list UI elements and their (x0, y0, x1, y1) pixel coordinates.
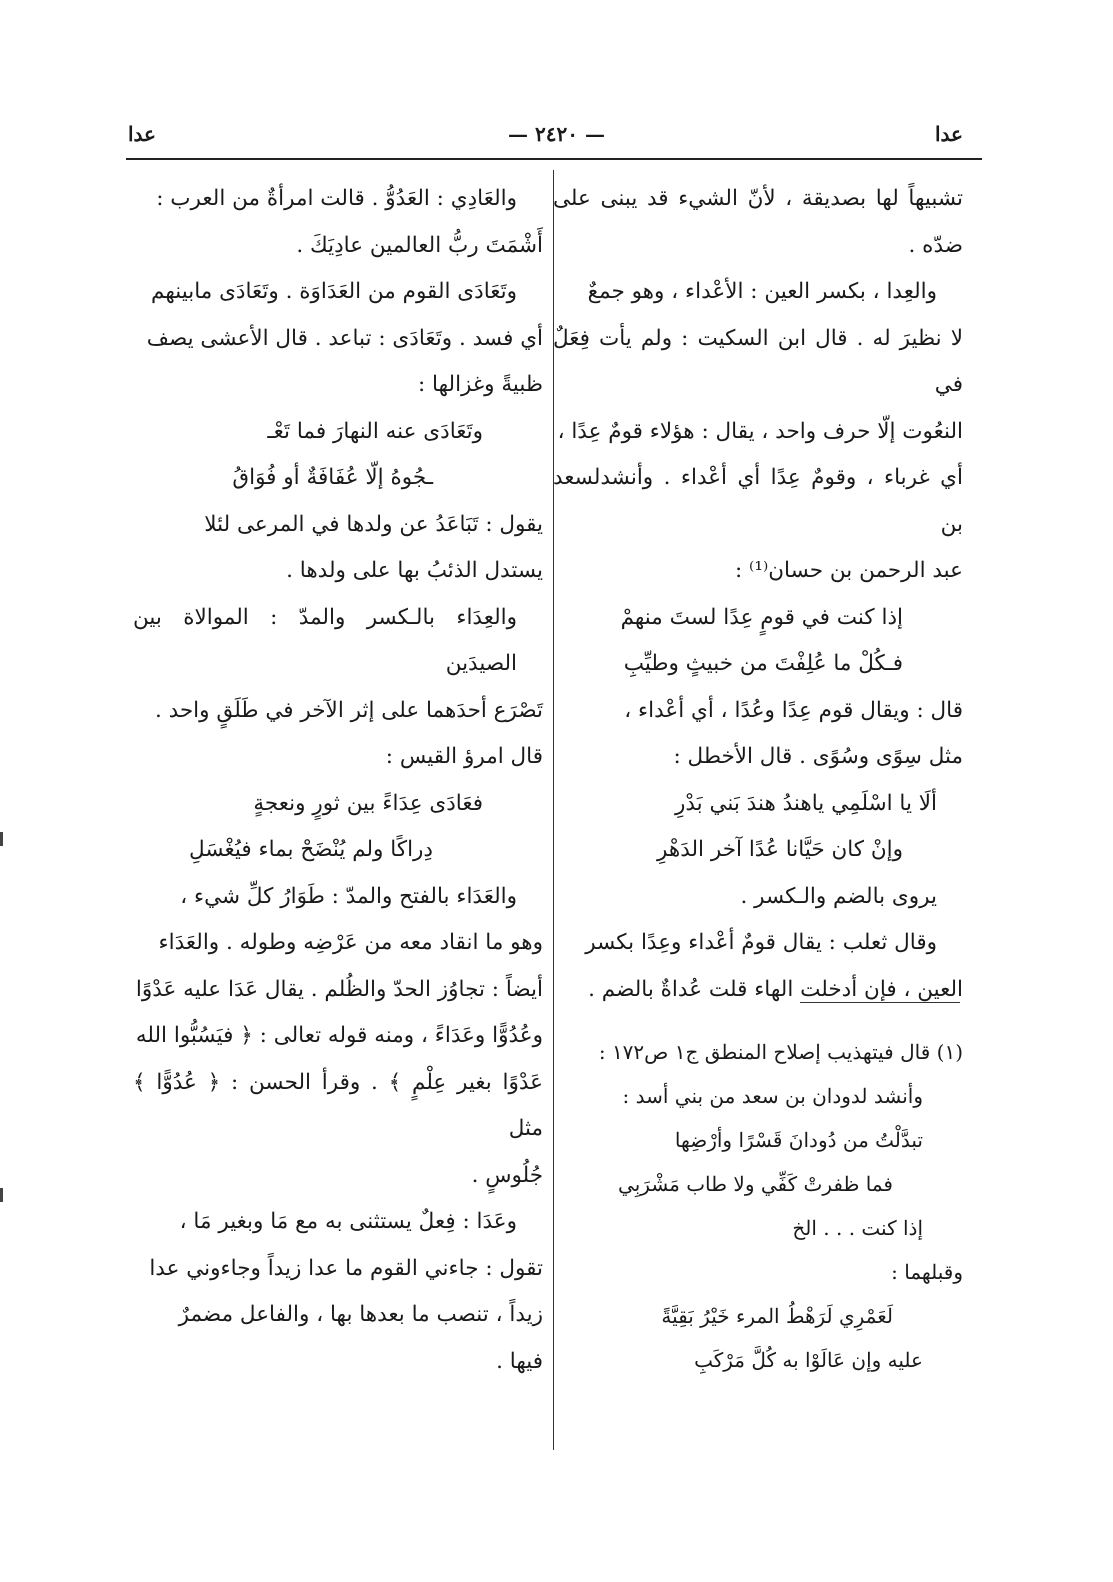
right-column (553, 176, 963, 1013)
text-line: تَصْرَع أحدَهما على إثر الآخر في طَلَقٍ واحد . (154, 697, 543, 723)
verse-line: ألَا يا اسْلَمِي ياهندُ هندَ بَني بَدْرِ (674, 790, 937, 816)
text-line: والعَدَاء بالفتح والمدّ : طَوَارُ كلِّ شيء ، (180, 883, 517, 909)
footnote-line: (١) قال فيتهذيب إصلاح المنطق ج١ ص١٧٢ : (598, 1040, 963, 1064)
text-line: العين ، فإن أدخلت الهاء قلت عُداةٌ بالضم . (588, 976, 963, 1002)
text-line: والعِدا ، بكسر العين : الأعْداء ، وهو جمعٌ (587, 279, 937, 304)
verse-line: وتَعَادَى عنه النهارَ فما تَعْـ (267, 418, 483, 444)
footnote-verse: لَعَمْرِي لَرَهْطُ المرء خَيْرُ بَقِيَّةً (661, 1304, 893, 1328)
text-line: تشبيهاً لها بصديقة ، لأنّ الشيء قد يبنى على ضدّه . (553, 186, 963, 258)
text-line: وتَعَادَى القوم من العَدَاوَة . وتَعَادَى مابينهم (151, 279, 517, 304)
footnote-verse: تبدَّلْتُ من دُودانَ قَسْرًا وأرْضِها (674, 1128, 923, 1152)
header-entry-word-right: عدا (935, 122, 963, 146)
verse-line: فـكُلْ ما عُلِفْتَ من خبيثٍ وطيِّبِ (623, 651, 903, 676)
footnote-verse: عليه وإن عَالَوْا به كُلَّ مَرْكَبِ (694, 1348, 923, 1372)
text-line: والعِدَاء بالـكسر والمدّ : الموالاة بين الصيدَين (133, 604, 517, 676)
footnote (553, 1030, 963, 1382)
text-line: وقال ثعلب : يقال قومٌ أعْداء وعِدًا بكسر (585, 930, 937, 955)
verse-line: فعَادَى عِدَاءً بين ثورٍ ونعجةٍ (253, 790, 483, 816)
footnote-line: إذا كنت . . . الخ (792, 1216, 923, 1240)
text-line: أَشْمَتَ ربُّ العالمين عادِيَكَ . (296, 232, 543, 258)
text-line: قال امرؤ القيس : (385, 744, 543, 769)
text-line: فيها . (496, 1348, 543, 1374)
text-line: النعُوت إلّا حرف واحد ، يقال : هؤلاء قومٌ عِدًا ، (557, 418, 963, 444)
verse-line: ـجُوهُ إلّا عُفَافَةٌ أو فُوَاقُ (232, 465, 433, 490)
text-line: مثل سِوًى وسُوًى . قال الأخطل : (673, 744, 963, 769)
footnote-line: وقبلهما : (891, 1260, 963, 1284)
text-line: تقول : جاءني القوم ما عدا زيداً وجاءوني عدا (149, 1255, 543, 1281)
verse-line: دِراكًا ولم يُنْضَحْ بماء فيُغْسَلِ (189, 837, 433, 862)
scan-margin-mark (0, 832, 3, 846)
text-line: جُلُوسٍ . (471, 1162, 543, 1188)
footnote-line: وأنشد لدودان بن سعد من بني أسد : (622, 1084, 923, 1108)
text-line: زيداً ، تنصب ما بعدها بها ، والفاعل مضمرٌ (178, 1302, 543, 1327)
footnote-verse: فما ظفرتْ كَفِّي ولا طاب مَشْرَبِي (618, 1172, 893, 1196)
footnote-rule (800, 1002, 960, 1003)
text-line: وعَدَا : فِعلٌ يستثنى به مع مَا وبغير مَا ، (179, 1209, 517, 1234)
text-line: أيضاً : تجاوُز الحدّ والظُلم . يقال عَدَا عليه عَدْوًا (135, 976, 543, 1002)
text-line: يقول : تَبَاعَدُ عن ولدها في المرعى لئلا (204, 511, 543, 537)
text-line: وهو ما انقاد معه من عَرْضِه وطوله . والعَدَاء (158, 930, 543, 955)
text-line: عَدْوًا بغير عِلْمٍ ﴾ . وقرأ الحسن : ﴿ عُدُوًّا ﴾ مثل (133, 1069, 543, 1141)
text-line: عبد الرحمن بن حسان⁽¹⁾ : (734, 558, 963, 583)
text-line: ظبيةً وغزالها : (417, 372, 543, 397)
left-column (133, 176, 543, 1385)
text-line: أي فسد . وتَعَادَى : تباعد . قال الأعشى يصف (146, 325, 543, 351)
text-line: قال : ويقال قوم عِدًا وعُدًا ، أي أعْداء ، (624, 697, 963, 723)
text-line: لا نظيرَ له . قال ابن السكيت : ولم يأت فِعَلٌ في (553, 325, 963, 397)
verse-line: إذا كنت في قومٍ عِدًا لستَ منهمْ (620, 604, 903, 630)
scan-margin-mark (0, 1188, 3, 1202)
text-line: يروى بالضم والـكسر . (740, 883, 937, 909)
text-line: أي غرباء ، وقومٌ عِدًا أي أعْداء . وأنشدلسعد بن (553, 465, 963, 537)
page-number: — ٢٤٢٠ — (508, 122, 605, 146)
header-rule (126, 158, 982, 160)
text-line: وعُدُوًّا وعَدَاءً ، ومنه قوله تعالى : ﴿ فيَسُبُّوا الله (135, 1023, 543, 1048)
text-line: والعَادِي : العَدُوُّ . قالت امرأةٌ من العرب : (156, 186, 517, 211)
verse-line: وإنْ كان حَيَّانا عُدًا آخر الدَهْرِ (657, 837, 903, 862)
header-entry-word-left: عدا (128, 122, 156, 146)
text-line: يستدل الذئبُ بها على ولدها . (286, 558, 543, 583)
